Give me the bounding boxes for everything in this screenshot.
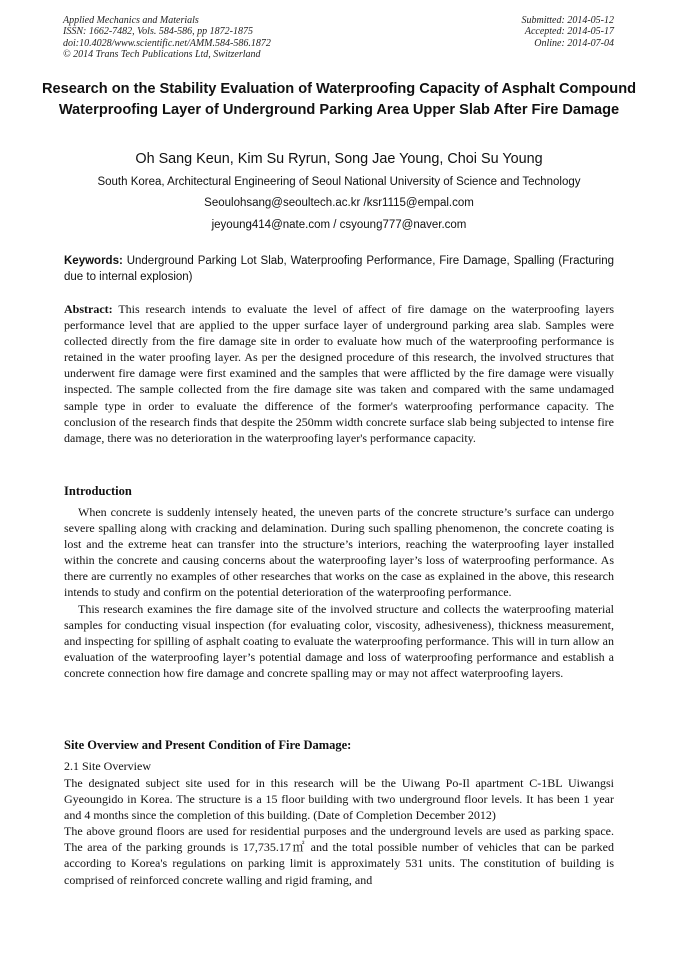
keywords bbox=[64, 253, 614, 285]
abstract-text: This research intends to evaluate the level of affect of fire damage on the waterproofing layers performance level that are applied to the upper surface layer of underground parking area slab. Samples were collected directly from the fire damage site in order to evaluate how much of the waterproofing performance is retained in the water proofing layer. As per the designed procedure of this research, the involved structures that underwent fire damage were first examined and the samples that were afflicted by the fire damage were visually inspected. The sample collected from the fire damage site was taken and compared with the same undamaged sample type in order to evaluate the difference of the former's waterproofing performance capacity. The conclusion of the research finds that despite the 250mm width concrete surface slab being subjected to intense fire damage, there was no deterioration in the waterproofing layer's performance capacity. bbox=[64, 302, 614, 445]
site-heading: Site Overview and Present Condition of Fire Damage: bbox=[64, 738, 352, 752]
submitted-date: Submitted: 2014-05-12 bbox=[521, 15, 614, 26]
copyright-line: © 2014 Trans Tech Publications Ltd, Switzerland bbox=[63, 49, 261, 61]
site-paragraph-2: The above ground floors are used for residential purposes and the underground levels are used as parking space. The area of the parking grounds is 17,735.17㎡ and the total possible number of vehicles that can be parked according to Korea's regulations on parking limit is approximately 531 units. The constitution of building is comprised of reinforced concrete walling and rigid framing, and bbox=[64, 824, 614, 887]
doi-line: doi:10.4028/www.scientific.net/AMM.584-586.1872 bbox=[63, 37, 271, 49]
introduction-body bbox=[64, 504, 614, 681]
journal-name: Applied Mechanics and Materials bbox=[63, 15, 199, 26]
emails-line-2: jeyoung414@nate.com / csyoung777@naver.com bbox=[211, 219, 467, 231]
abstract bbox=[64, 301, 614, 446]
dates-header bbox=[522, 15, 615, 49]
abstract-label: Abstract: bbox=[64, 302, 113, 316]
accepted-date: Accepted: 2014-05-17 bbox=[524, 26, 614, 38]
site-body bbox=[64, 775, 614, 888]
affiliation: South Korea, Architectural Engineering of Seoul National University of Science and Technology bbox=[97, 176, 581, 188]
online-date: Online: 2014-07-04 bbox=[534, 37, 614, 49]
authors: Oh Sang Keun, Kim Su Ryrun, Song Jae Young, Choi Su Young bbox=[135, 151, 543, 167]
journal-header bbox=[63, 15, 271, 61]
keywords-label: Keywords: bbox=[64, 255, 123, 267]
site-subheading: 2.1 Site Overview bbox=[64, 759, 151, 773]
issn-line: ISSN: 1662-7482, Vols. 584-586, pp 1872-1875 bbox=[63, 26, 253, 38]
keywords-text: Underground Parking Lot Slab, Waterproofing Performance, Fire Damage, Spalling (Fracturing due to internal explosion) bbox=[64, 255, 614, 283]
introduction-heading: Introduction bbox=[64, 484, 132, 498]
paper-title: Research on the Stability Evaluation of Waterproofing Capacity of Asphalt Compound Waterproofing Layer of Underground Parking Area Upper Slab After Fire Damage bbox=[41, 81, 637, 118]
introduction-paragraph-1: When concrete is suddenly intensely heated, the uneven parts of the concrete structure’s surface can undergo severe spalling along with cracking and delamination. During such spalling phenomenon, the concrete coating is lost and the extreme heat can transfer into the structure’s interiors, reaching the waterproofing layer installed within the concrete and causing concerns about the waterproofing layer’s loss of waterproofing performance. As there are currently no examples of other researches that works on the case as explained in the above, this research intends to study and confirm on the potential deterioration of the waterproofing performance. bbox=[64, 505, 614, 600]
emails-line-1: Seoulohsang@seoultech.ac.kr /ksr1115@empal.com bbox=[204, 197, 474, 209]
site-paragraph-1: The designated subject site used for in this research will be the Uiwang Po-Il apartment C-1BL Uiwangsi Gyeoungido in Korea. The structure is a 15 floor building with two underground floor levels. It has been 1 year and 4 months since the completion of this building. (Date of Completion December 2012) bbox=[64, 776, 614, 823]
introduction-paragraph-2: This research examines the fire damage site of the involved structure and collects the waterproofing material samples for conducting visual inspection (for evaluating color, viscosity, adhesiveness), thickness measurement, and inspecting for spilling of asphalt coating to evaluate the waterproofing performance. This will in turn allow an evaluation of the waterproofing layer’s potential damage and loss of waterproofing performance and establish a concrete connection how fire damage and concrete spalling may or may not affect waterproofing layers. bbox=[64, 601, 614, 680]
